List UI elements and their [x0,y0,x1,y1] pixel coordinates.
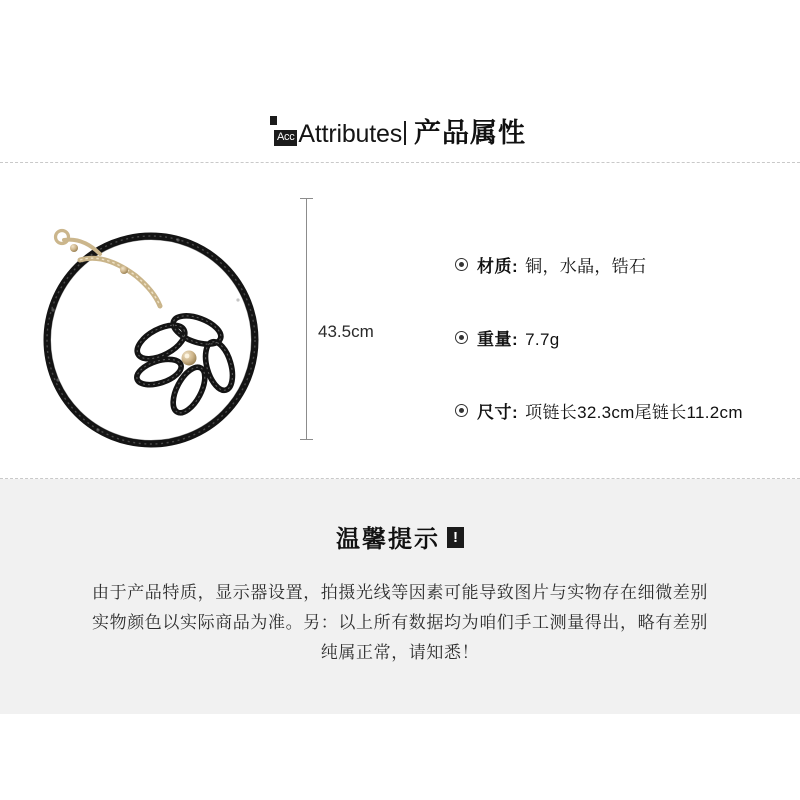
notice-line: 由于产品特质，显示器设置，拍摄光线等因素可能导致图片与实物存在细微差别 [92,583,708,602]
spec-key: 重量: [477,330,519,349]
header-title-group [274,111,526,150]
spec-value: 铜，水晶，锆石 [525,257,647,276]
radio-dot-icon [455,404,468,417]
exclamation-icon: ! [447,527,464,548]
notice-title: 温馨提示 [336,526,440,553]
notice-line: 纯属正常，请知悉！ [320,643,480,662]
title-divider-icon [404,121,406,145]
notice-title-group [0,519,800,554]
radio-dot-icon [455,331,468,344]
acc-badge [274,130,297,146]
spec-value: 项链长32.3cm尾链长11.2cm [525,403,743,422]
measurement-label: 43.5cm [318,322,374,341]
acc-badge-label: Acc [276,130,295,143]
bracket-cap-bottom [300,439,313,440]
spec-value: 7.7g [525,330,560,349]
product-section [0,170,800,476]
page-title-en: Attributes [298,119,403,148]
necklace-illustration-icon [28,180,298,470]
divider-top [0,162,800,163]
radio-dot-icon [455,258,468,271]
spec-row [455,398,785,423]
spec-key: 材质: [477,257,519,276]
spec-row [455,252,785,277]
product-image [28,180,298,470]
notice-section [0,479,800,714]
square-dot-icon [270,116,277,125]
page-header [0,100,800,160]
bracket-line [306,198,307,440]
measurement-bracket [300,198,314,440]
spec-key: 尺寸: [477,403,519,422]
page-title-cn: 产品属性 [414,117,527,148]
notice-line: 实物颜色以实际商品为准。另：以上所有数据均为咱们手工测量得出，略有差别 [92,613,708,632]
notice-body [0,578,800,668]
spec-row [455,325,785,350]
spec-list [455,252,785,423]
